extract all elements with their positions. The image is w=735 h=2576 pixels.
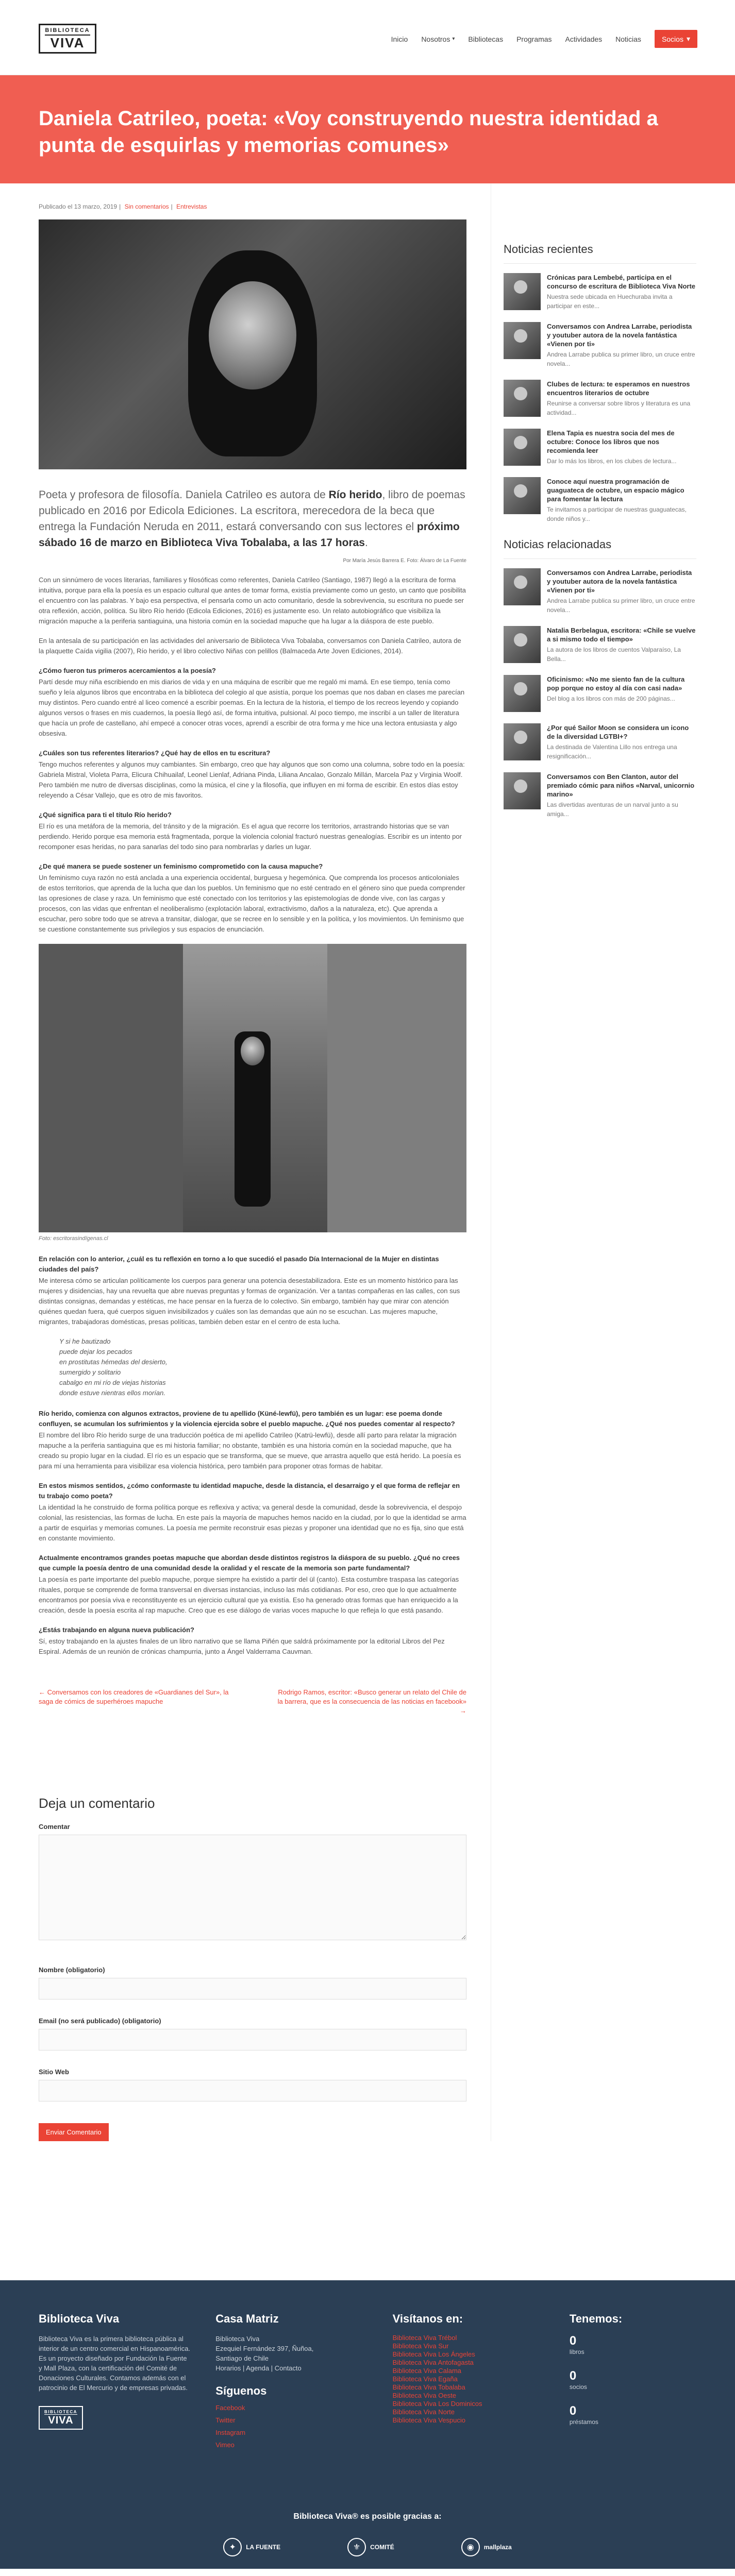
question: Río herido, comienza con algunos extractos, proviene de tu apellido (Küné-lewfü), pero también es un lugar: ese poema donde confluyen, se acumulan los sufrimientos y la violencia ejercida sobre el pueblo mapuche. ¿Qué nos puedes comentar al respecto? — [39, 1410, 455, 1428]
nav-label: Programas — [516, 35, 552, 43]
photo-credit: Por María Jesús Barrera E. Foto: Álvaro de La Fuente — [343, 558, 466, 564]
side-news-item[interactable] — [504, 380, 696, 417]
answer: Partí desde muy niña escribiendo en mis diarios de vida y en una máquina de escribir que me regaló mi mamá. En ese tiempo, tenía como sueño y leía algunos libros que encontraba en la biblioteca del colegio al que asistía, porque los poemas que nos daban en clases me parecían muy distintos. Pero cuando entré al liceo comencé a escribir poemas. En la lectura de la historia, el tiempo de los recreos leyendo y copiando algunos versos o frases en mis cuadernos, la poesía llegó así, de forma intuitiva, pulsional. Al poco tiempo, me inscribí a un taller de literatura que hacía un profe de castellano, ahí empecé a conocer otras voces, aprendí a escribir de otra forma y me hice una lectora entusiasta y algo obsesiva. — [39, 678, 465, 737]
facebook-link[interactable]: Facebook — [215, 2404, 245, 2412]
poem-line: puede dejar los pecados — [59, 1348, 132, 1355]
poem-line: en prostitutas hémedas del desierto, — [59, 1358, 168, 1366]
nav-label: Bibliotecas — [468, 35, 504, 43]
site-logo[interactable] — [39, 24, 96, 54]
news-excerpt: Andrea Larrabe publica su primer libro, un cruce entre novela... — [547, 351, 695, 367]
side-news-item[interactable] — [504, 322, 696, 368]
nav-label: Noticias — [615, 35, 641, 43]
news-title[interactable]: Conoce aquí nuestra programación de guaguateca de octubre, un espacio mágico para fomentar la lectura — [547, 478, 684, 503]
footer-contact-title: Casa Matriz — [215, 2312, 279, 2325]
instagram-link[interactable]: Instagram — [215, 2429, 246, 2436]
related-news-title: Noticias relacionadas — [504, 538, 696, 559]
logo-bottom-text: VIVA — [50, 35, 85, 50]
news-title[interactable]: Conversamos con Andrea Larrabe, periodista y youtuber autora de la novela fantástica «Vienen por ti» — [547, 569, 692, 594]
location-link[interactable]: Biblioteca Viva Tobalaba — [392, 2383, 465, 2391]
location-link[interactable]: Biblioteca Viva Vespucio — [392, 2416, 466, 2424]
news-excerpt: La autora de los libros de cuentos Valparaíso, La Bella... — [547, 646, 681, 663]
nav-label: Actividades — [565, 35, 603, 43]
footer-logo-top: BIBLIOTECA — [44, 2410, 77, 2414]
comment-textarea[interactable] — [39, 1835, 466, 1940]
answer: Tengo muchos referentes y algunos muy cambiantes. Sin embargo, creo que hay algunos que son como una columna, sobre todo en la poesía: Gabriela Mistral, Violeta Parra, Elicura Chihuailaf, Leonel Lienlaf, Adriana Pinda, Liliana Ancalao, Gonzalo Millán, Marcela Paz y Virginia Woolf. Pero también me nutro de diversas disciplinas, como la música, el cine y la filosofía, que influyen en mi forma de escribir. En estos días estoy releyendo a César Vallejo, que es otro de mis favoritos. — [39, 760, 465, 799]
location-link[interactable]: Biblioteca Viva Sur — [392, 2342, 449, 2350]
main-nav — [378, 30, 697, 48]
site-footer — [0, 2280, 735, 2569]
footer-logo[interactable] — [39, 2406, 83, 2430]
nav-inicio[interactable] — [391, 35, 408, 43]
location-link[interactable]: Biblioteca Viva Egaña — [392, 2375, 458, 2383]
question: En estos mismos sentidos, ¿cómo conformaste tu identidad mapuche, desde la distancia, el desarraigo y el que forma de reflejar en tu trabajo como poeta? — [39, 1482, 460, 1500]
vimeo-link[interactable]: Vimeo — [215, 2441, 235, 2449]
news-thumbnail[interactable] — [504, 477, 541, 514]
footer-contact-links[interactable]: Horarios | Agenda | Contacto — [215, 2364, 302, 2372]
poem-line: cabalgo en mi río de viejas historias — [59, 1379, 166, 1386]
news-excerpt: La destinada de Valentina Lillo nos entrega una resignificación... — [547, 743, 677, 760]
sponsor-comite[interactable]: ⚜ COMITÉ — [347, 2538, 394, 2556]
comite-logo-icon: ⚜ — [347, 2538, 366, 2556]
footer-social-title: Síguenos — [215, 2384, 267, 2397]
answer: El río es una metáfora de la memoria, del tránsito y de la migración. Es el agua que recorre los territorios, arrastrando historias que se van perdiendo. Herido porque esa memoria está fragmentada, porque la violencia colonial fracturó nuestras genealogías. Escribir es un intento por recomponer esas heridas, no para sanarlas del todo sino para nombrarlas y darles un lugar. — [39, 822, 462, 851]
news-excerpt: Reunirse a conversar sobre libros y literatura es una actividad... — [547, 400, 691, 416]
location-link[interactable]: Biblioteca Viva Calama — [392, 2367, 462, 2375]
location-link[interactable]: Biblioteca Viva Antofagasta — [392, 2359, 474, 2366]
sidebar — [491, 183, 696, 2141]
side-news-item[interactable] — [504, 626, 696, 664]
locations-list — [393, 2334, 545, 2425]
side-news-item[interactable] — [504, 772, 696, 819]
news-thumbnail[interactable] — [504, 772, 541, 809]
news-title[interactable]: Elena Tapia es nuestra socia del mes de octubre: Conoce los libros que nos recomienda leer — [547, 429, 675, 454]
footer-stats-title: Tenemos: — [569, 2312, 623, 2325]
submit-comment-button[interactable]: Enviar Comentario — [39, 2123, 109, 2141]
post-meta: Publicado el 13 marzo, 2019 | Sin comentarios | Entrevistas — [39, 203, 207, 210]
article-photo — [39, 944, 466, 1232]
footer-contact-line: Ezequiel Fernández 397, Ñuñoa, — [215, 2345, 314, 2352]
comment-label: Comentar — [39, 1823, 70, 1831]
comment-title: Deja un comentario — [39, 1795, 155, 1811]
news-thumbnail[interactable] — [504, 273, 541, 310]
news-excerpt: Andrea Larrabe publica su primer libro, un cruce entre novela... — [547, 597, 695, 614]
footer-contact-line: Biblioteca Viva — [215, 2335, 260, 2343]
side-news-item[interactable] — [504, 723, 696, 761]
socios-button[interactable] — [655, 30, 697, 48]
news-thumbnail[interactable] — [504, 380, 541, 417]
poem-line: sumergido y solitario — [59, 1368, 121, 1376]
twitter-link[interactable]: Twitter — [215, 2416, 236, 2424]
news-excerpt: Las divertidas aventuras de un narval junto a su amiga... — [547, 801, 678, 818]
post-content — [39, 183, 466, 2141]
question: ¿Estás trabajando en alguna nueva publicación? — [39, 1626, 194, 1634]
question: ¿Cómo fueron tus primeros acercamientos a la poesía? — [39, 667, 216, 674]
answer: La identidad la he construido de forma política porque es reflexiva y activa; va general desde la comunidad, desde la sobrevivencia, el despojo colonial, las resistencias, las formas de lucha. En este país la mayoría de mapuches hemos nacido en la ciudad, por lo que la identidad se arma a partir de esquirlas y memorias comunes. La poesía me permite reconstruir esas piezas y proponer una identidad que no es fija, sino que está en constante movimiento. — [39, 1503, 466, 1542]
post-date: Publicado el 13 marzo, 2019 — [39, 203, 118, 210]
side-news-item[interactable] — [504, 273, 696, 311]
news-thumbnail[interactable] — [504, 322, 541, 359]
answer: Me interesa cómo se articulan políticamente los cuerpos para generar una potencia desestabilizadora. Este es un momento histórico para las mujeres y disidencias, hay una revuelta que abre nuevas preguntas y formas de organización. Ver a tantas compañeras en las calles, con sus distintas consignas, demandas y estéticas, me hace pensar en la fuerza de lo colectivo. Sin embargo, también hay que mirar con atención quiénes quedan fuera, qué cuerpos siguen invisibilizados y cuáles son las demandas que aún no se escuchan. Las mujeres mapuche, migrantes, trabajadoras domésticas, presas políticas, también deben estar en el centro de esta lucha. — [39, 1277, 460, 1326]
news-title[interactable]: Natalia Berbelagua, escritora: «Chile se vuelve a si mismo todo el tiempo» — [547, 626, 696, 643]
paragraph: Con un sinnúmero de voces literarias, familiares y filosóficas como referentes, Daniela Catrileo (Santiago, 1987) llegó a la escritura de forma intuitiva, porque para ella la poesía es un espacio cultural que antes de tomar forma, existía previamente como un gesto, un canto que posibilita el encuentro con las palabras. Y bajo esa perspectiva, el pensarla como un acto comunitario, desde la sobrevivencia, su escritura no puede ser otra reflexión, acción, política. Su libro Río herido (Edicola Ediciones, 2016) es justamente eso. Un relato autobiográfico que visibiliza la migración mapuche a la periferia santiaguina, una historia común en la sociedad mapuche que ha lugar a la diáspora de este pueblo. — [39, 576, 466, 625]
side-news-item[interactable] — [504, 568, 696, 615]
site-header — [0, 0, 735, 75]
news-thumbnail[interactable] — [504, 675, 541, 712]
post-lead: Poeta y profesora de filosofía. Daniela Catrileo es autora de Río herido, libro de poemas publicado en 2016 por Edicola Ediciones. La escritora, merecedora de la beca que entrega la Fundación Neruda en 2011, estará conversando con sus lectores el próximo sábado 16 de marzo en Biblioteca Viva Tobalaba, a las 17 horas. — [39, 489, 465, 549]
main-layout — [0, 183, 735, 2141]
post-category-link[interactable]: Entrevistas — [176, 203, 207, 210]
news-thumbnail[interactable] — [504, 429, 541, 466]
socios-label: Socios — [661, 35, 683, 43]
chevron-down-icon: ▾ — [452, 36, 455, 42]
footer-locations-title: Visítanos en: — [392, 2312, 463, 2325]
location-link[interactable]: Biblioteca Viva Norte — [392, 2408, 455, 2416]
location-link[interactable]: Biblioteca Viva Oeste — [392, 2392, 456, 2399]
news-excerpt: Dar lo más los libros, en los clubes de lectura... — [547, 457, 677, 465]
answer: El nombre del libro Río herido surge de una traducción poética de mi apellido Catrileo (Katrü-lewfü), desde allí parto para relatar la migración mapuche a la periferia santiaguina que es mi historia familiar; no obstante, también es una historia común en la sociedad mapuche, que ha creado su propio lugar en la ciudad. El río es un espacio que se transforma, que se mueve, que arrastra aquello que está herido. La poesía es para mí una herramienta para visibilizar esa violencia histórica, pero también para proponer otras formas de habitar. — [39, 1431, 461, 1470]
footer-about — [39, 2312, 191, 2451]
recent-news-title: Noticias recientes — [504, 243, 696, 264]
side-news-item[interactable] — [504, 429, 696, 466]
news-title[interactable]: Conversamos con Ben Clanton, autor del premiado cómic para niños «Narval, unicornio marino» — [547, 773, 695, 798]
stat-members: 0 socios — [569, 2369, 587, 2391]
la-fuente-logo-icon: ✦ — [223, 2538, 242, 2556]
news-excerpt: Te invitamos a participar de nuestras guaguatecas, donde niños y... — [547, 506, 687, 522]
website-input[interactable] — [39, 2080, 466, 2102]
mallplaza-logo-icon: ◉ — [461, 2538, 480, 2556]
footer-locations — [393, 2312, 545, 2451]
side-news-item[interactable] — [504, 675, 696, 712]
news-title[interactable]: Crónicas para Lembebé, participa en el concurso de escritura de Biblioteca Viva Norte — [547, 274, 696, 290]
poem-line: Y si he bautizado — [59, 1337, 111, 1345]
stat-loans: 0 préstamos — [569, 2404, 598, 2426]
location-link[interactable]: Biblioteca Viva Los Dominicos — [392, 2400, 482, 2408]
photo-caption: Foto: escritorasindígenas.cl — [39, 1235, 108, 1242]
answer: La poesía es parte importante del pueblo mapuche, porque siempre ha existido a partir del ül (canto). Esta costumbre traspasa las categorías rituales, porque se comprende de forma transversal en diversas instancias, incluso las más cotidianas. Por eso, creo que lo que actualmente encontramos por poesía viva e reconstituyente es un ejercicio cultural que ya existía. Eso ha generado otras formas que han enriquecido a la creación, desde la poesía escrita al rap mapuche. Creo que es ese diálogo de varias voces mapuche lo que refleja lo que está pasando. — [39, 1575, 459, 1614]
sponsor-mallplaza[interactable]: ◉ mallplaza — [461, 2538, 512, 2556]
nav-programas[interactable] — [516, 35, 552, 43]
footer-stats — [570, 2312, 696, 2451]
answer: Un feminismo cuya razón no está anclada a una experiencia occidental, burguesa y hegemónica. Que comprenda los procesos anticoloniales de estos territorios, que aprenda de la lucha que dan los pueblos. Un feminismo que no esté centrado en el género sino que pueda comprender las opresiones de clase y raza. Un feminismo que esté conectado con los territorios y las epistemologías de donde vive, con las cargas y procesos, con las vidas que enfrentan el neoliberalismo (explotación laboral, extractivismo, daños a la naturaleza, etc). Que aprenda a escuchar, pero sobre todo que se atreva a transitar, dialogar, que se recree en lo sensible y en la política, y los movimientos. Un feminismo que se cuestione constantemente sus privilegios y sus espacios de enunciación. — [39, 874, 465, 933]
question: ¿De qué manera se puede sostener un feminismo comprometido con la causa mapuche? — [39, 862, 323, 870]
footer-about-text: Biblioteca Viva es la primera biblioteca pública al interior de un centro comercial en Hispanoamérica. Es un proyecto diseñado por Fundación la Fuente y Mall Plaza, con la certificación del Comité de Donaciones Culturales. Contamos además con el patrocinio de El Mercurio y de empresas privadas. — [39, 2335, 191, 2392]
name-label: Nombre (obligatorio) — [39, 1966, 105, 1974]
question: ¿Qué significa para ti el título Río herido? — [39, 811, 172, 819]
logo-top-text: BIBLIOTECA — [45, 27, 90, 36]
nav-label: Nosotros — [421, 35, 450, 43]
email-input[interactable] — [39, 2029, 466, 2050]
news-excerpt: Nuestra sede ubicada en Huechuraba invita a participar en este... — [547, 293, 673, 310]
news-title[interactable]: Conversamos con Andrea Larrabe, periodista y youtuber autora de la novela fantástica «Vienen por ti» — [547, 323, 692, 348]
footer-contact-line: Santiago de Chile — [215, 2354, 269, 2362]
nav-noticias[interactable] — [615, 35, 641, 43]
comment-form — [39, 1795, 466, 2141]
news-thumbnail[interactable] — [504, 568, 541, 605]
related-news-list — [504, 568, 696, 819]
location-link[interactable]: Biblioteca Viva Trébol — [392, 2334, 457, 2342]
poem-quote — [39, 1336, 466, 1398]
footer-logo-bottom: VIVA — [48, 2415, 74, 2426]
news-title[interactable]: ¿Por qué Sailor Moon se considera un icono de la diversidad LGTBI+? — [547, 724, 689, 740]
paragraph: En la antesala de su participación en las actividades del aniversario de Biblioteca Viva Tobalaba, conversamos con Daniela Catrileo, autora de la plaquette Caída vigilia (2007), Río herido, y el libro colectivo Niñas con pelillos (Balmaceda Arte Joven Ediciones, 2014). — [39, 637, 461, 655]
previous-post-link[interactable]: ← Conversamos con los creadores de «Guardianes del Sur», la saga de cómics de superhéroes mapuche — [39, 1688, 229, 1705]
email-label: Email (no será publicado) (obligatorio) — [39, 2017, 161, 2025]
next-post-link[interactable]: Rodrigo Ramos, escritor: «Busco generar un relato del Chile de la barrera, que es la consecuencia de las noticias en facebook» → — [277, 1688, 466, 1715]
website-label: Sitio Web — [39, 2068, 69, 2076]
sponsor-la-fuente[interactable]: ✦ LA FUENTE — [223, 2538, 280, 2556]
sponsors — [0, 2512, 735, 2556]
news-excerpt: Del blog a los libros con más de 200 páginas... — [547, 695, 675, 702]
post-navigation — [39, 1688, 466, 1716]
footer-contact — [215, 2312, 368, 2451]
news-thumbnail[interactable] — [504, 723, 541, 760]
nav-nosotros[interactable] — [421, 35, 455, 43]
location-link[interactable]: Biblioteca Viva Los Ángeles — [392, 2350, 475, 2358]
chevron-down-icon: ▾ — [686, 35, 690, 43]
recent-news-list — [504, 273, 696, 523]
poem-line: donde estuve nientras ellos morían. — [59, 1389, 165, 1397]
hero-banner — [0, 75, 735, 183]
news-title[interactable]: Clubes de lectura: te esperamos en nuestros encuentros literarios de octubre — [547, 380, 690, 397]
page-title: Daniela Catrileo, poeta: «Voy construyendo nuestra identidad a punta de esquirlas y memorias comunes» — [39, 107, 658, 157]
stat-books: 0 libros — [569, 2334, 584, 2355]
featured-image — [39, 219, 466, 469]
social-links — [215, 2402, 368, 2451]
question: Actualmente encontramos grandes poetas mapuche que abordan desde distintos registros la diáspora de su pueblo. ¿Qué no crees que cumple la poesía dentro de una comunidad desde la oralidad y el rescate de la memoria son parte fundamental? — [39, 1554, 460, 1572]
nav-bibliotecas[interactable] — [468, 35, 503, 43]
news-title[interactable]: Oficinismo: «No me siento fan de la cultura pop porque no estoy al día con casi nada» — [547, 675, 685, 692]
question: En relación con lo anterior, ¿cuál es tu reflexión en torno a lo que sucedió el pasado Día Internacional de la Mujer en distintas ciudades del país? — [39, 1255, 439, 1273]
post-comments-link[interactable]: Sin comentarios — [124, 203, 169, 210]
sponsors-title: Biblioteca Viva® es posible gracias a: — [293, 2512, 442, 2521]
footer-about-title: Biblioteca Viva — [39, 2312, 120, 2325]
side-news-item[interactable] — [504, 477, 696, 523]
name-input[interactable] — [39, 1978, 466, 1999]
nav-actividades[interactable] — [565, 35, 603, 43]
answer: Sí, estoy trabajando en la ajustes finales de un libro narrativo que se llama Piñén que saldrá próximamente por la editorial Libros del Pez Espiral. Además de un reunión de crónicas champurria, junto a Ángel Valderrama Cauvman. — [39, 1637, 445, 1655]
nav-label: Inicio — [391, 35, 408, 43]
news-thumbnail[interactable] — [504, 626, 541, 663]
question: ¿Cuáles son tus referentes literarios? ¿Qué hay de ellos en tu escritura? — [39, 749, 271, 757]
